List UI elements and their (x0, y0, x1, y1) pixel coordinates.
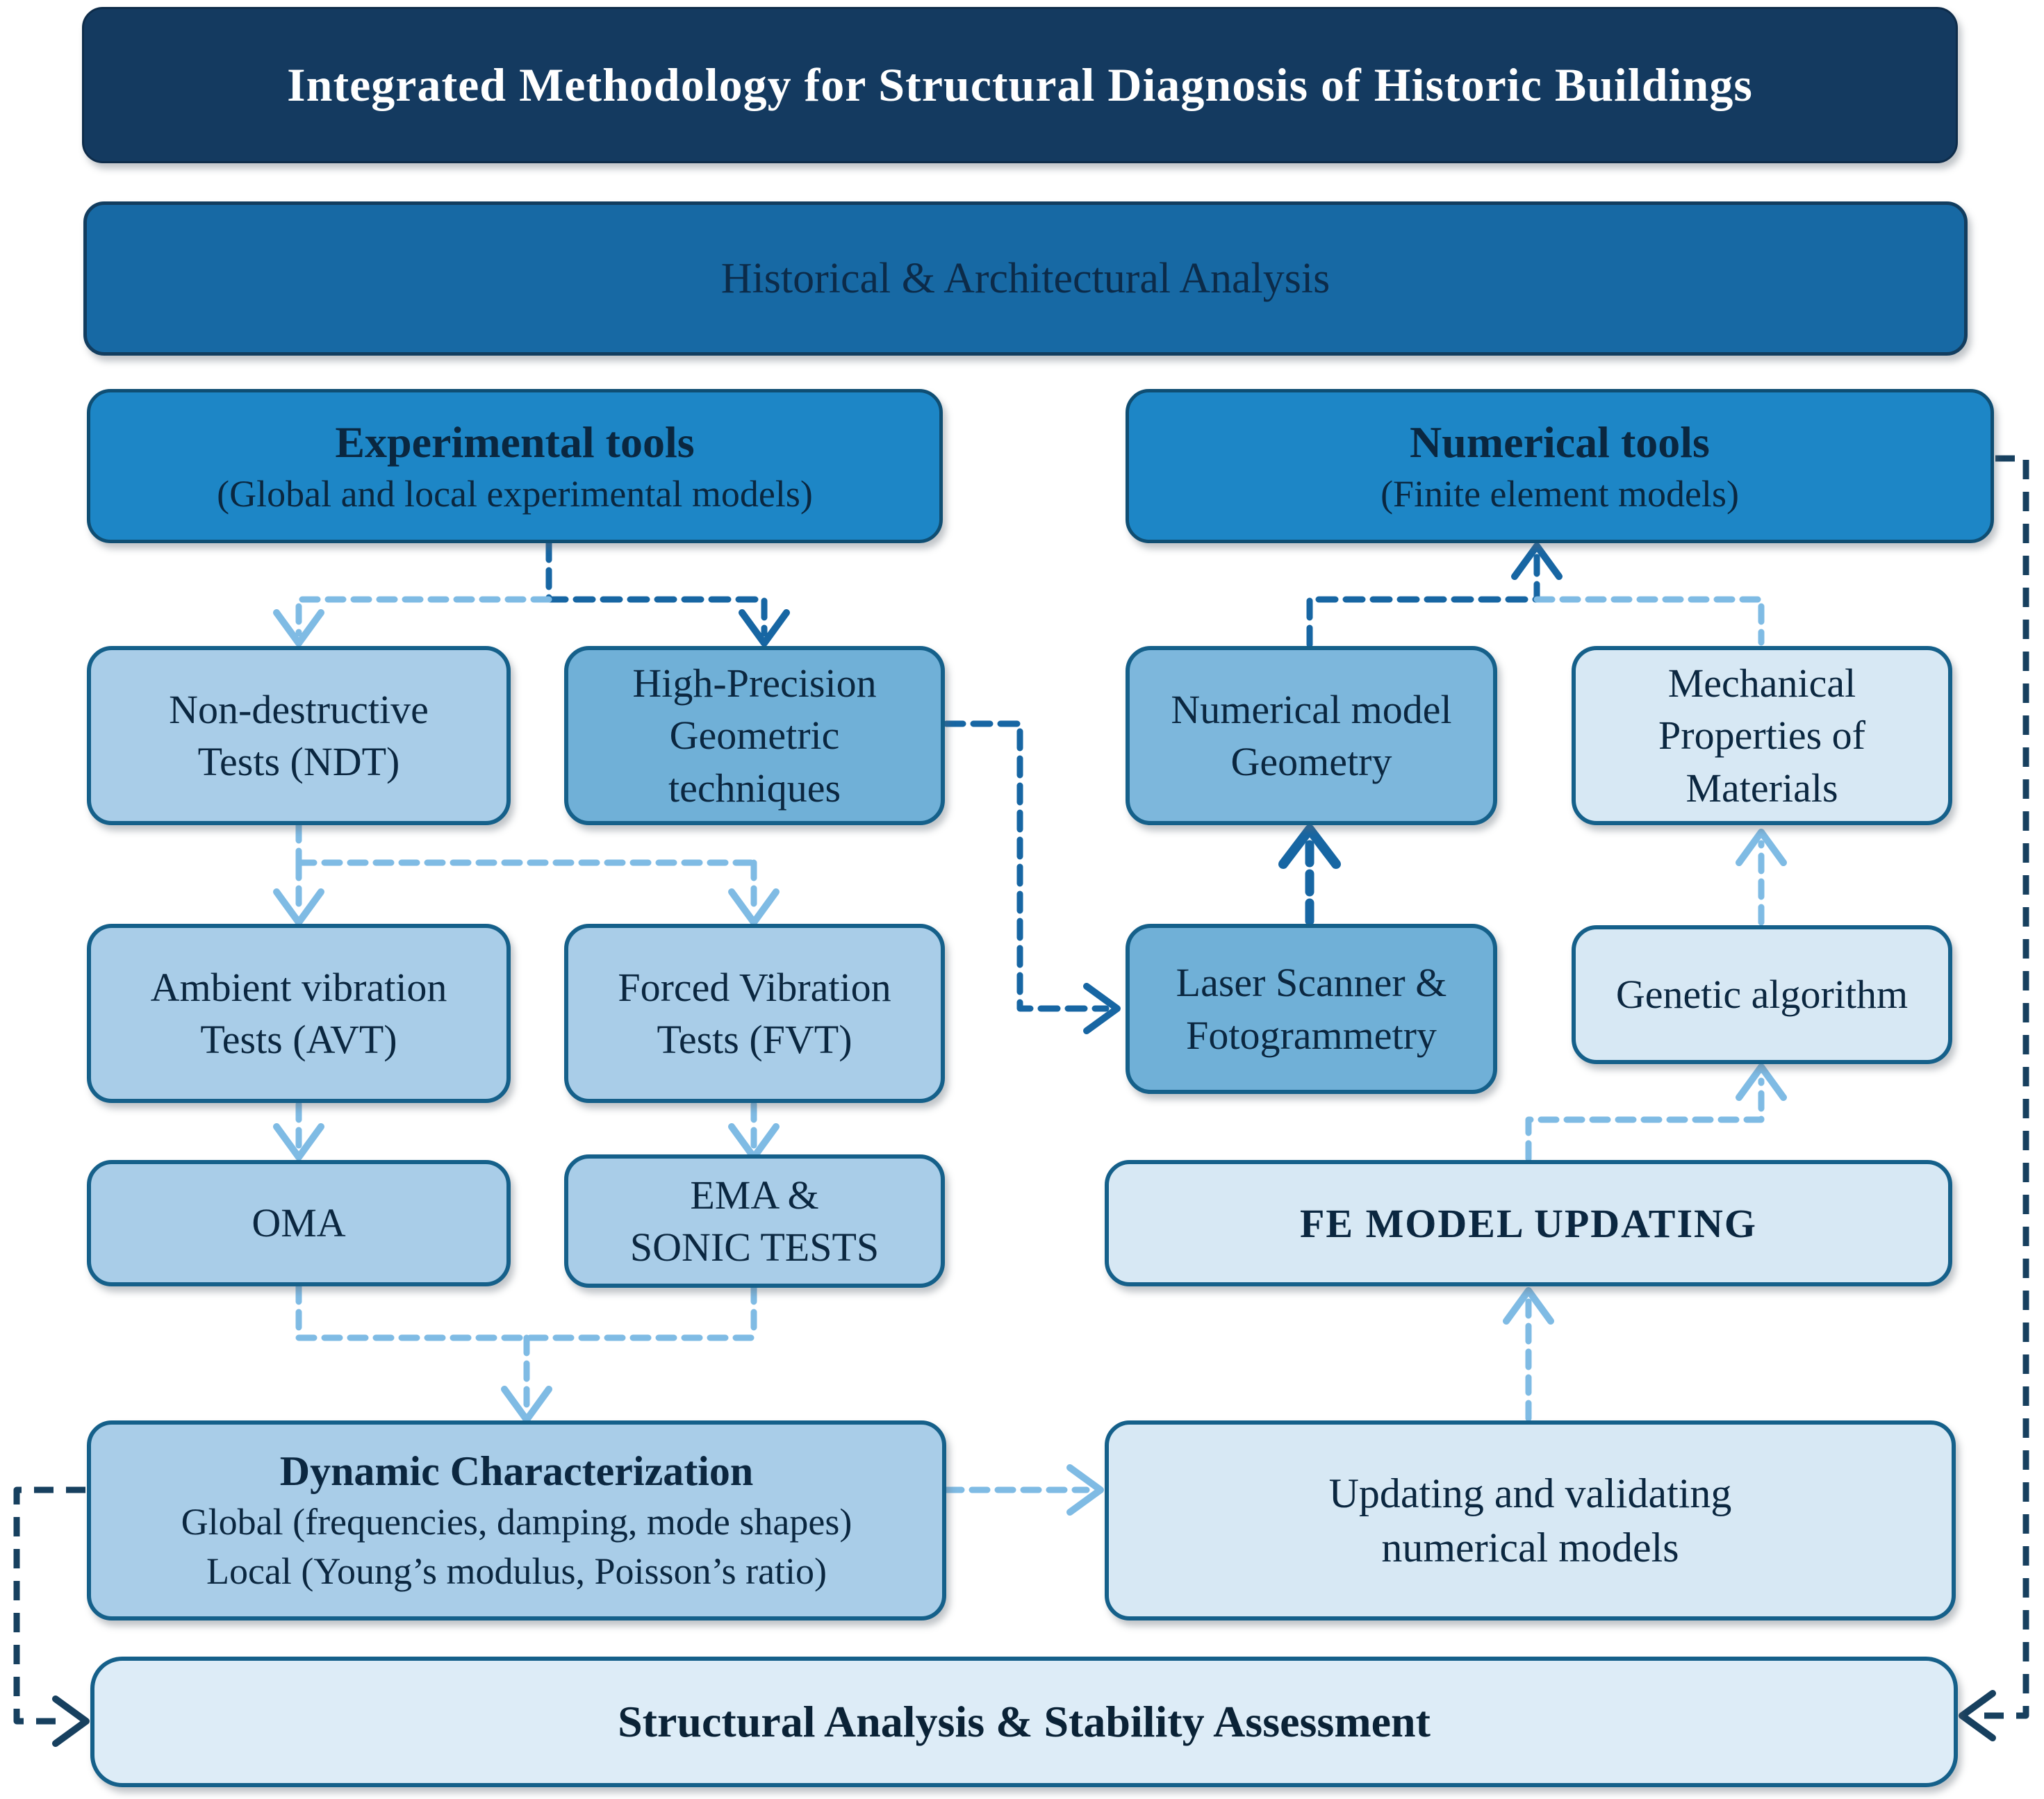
arrow-models-to-numerical-tools (1310, 546, 1761, 645)
historical-analysis-label: Historical & Architectural Analysis (720, 254, 1330, 302)
numerical-tools-header (1126, 389, 1994, 543)
numerical-tools-title: Numerical tools (1410, 417, 1710, 467)
arrow-numerical-to-footer-loop (1962, 458, 2026, 1738)
box-oma-label: OMA (252, 1200, 346, 1246)
arrow-fvt-to-ema (732, 1104, 776, 1157)
box-high-precision-label: High-Precision Geometric techniques (632, 660, 877, 811)
box-mechanical-properties-label: Mechanical Properties of Materials (1658, 660, 1865, 811)
box-oma (87, 1160, 511, 1286)
experimental-tools-title: Experimental tools (335, 417, 695, 467)
experimental-tools-header (87, 389, 943, 543)
box-updating-validating (1105, 1420, 1956, 1620)
dynamic-characterization-local: Local (Young’s modulus, Poisson’s ratio) (206, 1550, 827, 1592)
dynamic-characterization-global: Global (frequencies, damping, mode shapes) (181, 1501, 852, 1543)
box-genetic-algorithm (1572, 925, 1952, 1064)
box-mechanical-properties (1572, 646, 1952, 825)
box-ema-line1: EMA & (690, 1172, 819, 1218)
arrow-updating-to-fe (1506, 1291, 1551, 1418)
box-ema-line2: SONIC TESTS (629, 1225, 880, 1270)
footer-banner-label: Structural Analysis & Stability Assessment (618, 1697, 1431, 1746)
title-banner (82, 7, 1958, 163)
box-ndt-label: Non-destructive Tests (NDT) (169, 686, 429, 784)
box-ema-sonic-label (630, 1169, 879, 1274)
box-avt-label: Ambient vibration Tests (AVT) (150, 964, 447, 1062)
box-fe-model-updating (1105, 1160, 1952, 1286)
box-laser-scanner-label: Laser Scanner & Fotogrammetry (1176, 960, 1447, 1058)
arrow-highprecision-to-laser (946, 724, 1117, 1031)
box-avt (87, 924, 511, 1103)
title-banner-label: Integrated Methodology for Structural Diagnosis of Historic Buildings (287, 58, 1753, 111)
box-ema-sonic (564, 1154, 945, 1288)
box-numerical-model-geometry-label: Numerical model Geometry (1171, 686, 1452, 784)
box-fe-model-updating-label: FE MODEL UPDATING (1299, 1200, 1758, 1246)
arrow-fe-to-genetic (1528, 1067, 1783, 1159)
dynamic-characterization-title: Dynamic Characterization (279, 1448, 754, 1495)
arrow-oma-ema-to-dynamic (299, 1286, 754, 1420)
box-laser-scanner (1126, 924, 1497, 1094)
arrow-genetic-to-mechanical (1739, 832, 1783, 922)
numerical-tools-subtitle: (Finite element models) (1380, 472, 1739, 515)
box-genetic-algorithm-label: Genetic algorithm (1615, 972, 1909, 1018)
footer-banner (90, 1657, 1958, 1787)
box-fvt-label: Forced Vibration Tests (FVT) (618, 964, 891, 1062)
box-high-precision (564, 646, 945, 825)
box-dynamic-characterization (87, 1420, 946, 1620)
arrow-dynamic-to-updating (946, 1468, 1101, 1512)
box-ndt (87, 646, 511, 825)
box-updating-validating-label: Updating and validating numerical models (1328, 1470, 1732, 1570)
box-fvt (564, 924, 945, 1103)
arrow-avt-to-oma (277, 1104, 321, 1157)
box-numerical-model-geometry (1126, 646, 1497, 825)
arrow-ndt-to-avt-fvt (277, 825, 776, 922)
historical-analysis-banner (83, 201, 1968, 356)
arrow-dynamic-to-footer-loop (17, 1490, 86, 1743)
arrow-laser-to-geometry (1283, 829, 1336, 921)
arrow-experimental-split (277, 543, 786, 643)
experimental-tools-subtitle: (Global and local experimental models) (217, 472, 813, 515)
